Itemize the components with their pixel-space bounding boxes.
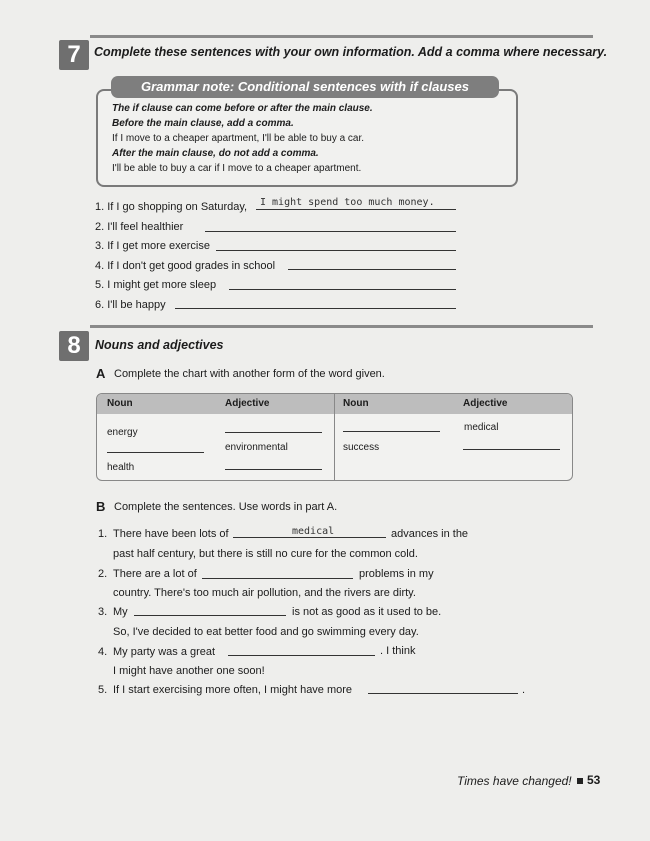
page-number: 53 xyxy=(587,773,601,787)
word-form-chart xyxy=(96,393,573,481)
ex7-item-5 xyxy=(95,279,216,291)
b-item-5-before: If I start exercising more often, I might have more xyxy=(113,684,353,696)
ex7-item-3 xyxy=(95,240,210,252)
item-number: 4. xyxy=(95,260,105,272)
b-item-4-blank[interactable] xyxy=(228,655,375,656)
ex7-item-2 xyxy=(95,221,183,233)
ex7-answer-line-6[interactable] xyxy=(175,308,456,309)
b-item-4-number: 4. xyxy=(98,646,108,658)
b-item-3-blank[interactable] xyxy=(134,615,286,616)
b-item-4-before: My party was a great xyxy=(113,646,216,658)
item-number: 1. xyxy=(95,201,105,213)
ex7-answer-line-1[interactable] xyxy=(256,209,456,210)
b-item-4-after: . I think xyxy=(380,645,416,657)
b-item-3-line2: So, I've decided to eat better food and go swimming every day. xyxy=(113,626,419,638)
blank-energy-adjective[interactable] xyxy=(225,432,322,433)
b-item-3-number: 3. xyxy=(98,606,108,618)
grammar-note-line-1: The if clause can come before or after the main clause. xyxy=(112,103,373,114)
item-text: If I don't get good grades in school xyxy=(107,260,276,272)
ex7-item-4 xyxy=(95,260,275,272)
blank-medical-noun[interactable] xyxy=(343,431,440,432)
cell-health: health xyxy=(107,462,135,473)
b-item-1-blank[interactable] xyxy=(233,537,386,538)
grammar-note-line-5: I'll be able to buy a car if I move to a cheaper apartment. xyxy=(112,163,362,174)
header-adjective-1: Adjective xyxy=(225,398,270,409)
cell-medical: medical xyxy=(464,422,499,433)
exercise-7-instruction: Complete these sentences with your own information. Add a comma where necessary. xyxy=(94,45,608,59)
item-text: If I get more exercise xyxy=(107,240,210,252)
blank-success-adjective[interactable] xyxy=(463,449,560,450)
b-item-1-line2: past half century, but there is still no cure for the common cold. xyxy=(113,548,418,560)
ex7-answer-line-3[interactable] xyxy=(216,250,456,251)
item-number: 3. xyxy=(95,240,105,252)
b-item-4-line2: I might have another one soon! xyxy=(113,665,265,677)
grammar-note-line-4: After the main clause, do not add a comma. xyxy=(112,148,319,159)
part-a-label: A xyxy=(96,366,106,381)
cell-energy: energy xyxy=(107,427,138,438)
ex7-answer-line-2[interactable] xyxy=(205,231,456,232)
b-item-5-after: . xyxy=(522,684,526,696)
blank-environmental-noun[interactable] xyxy=(107,452,204,453)
item-text: I might get more sleep xyxy=(107,279,217,291)
grammar-note-line-3: If I move to a cheaper apartment, I'll be able to buy a car. xyxy=(112,133,365,144)
blank-health-adjective[interactable] xyxy=(225,469,322,470)
item-number: 2. xyxy=(95,221,105,233)
part-b-label: B xyxy=(96,499,106,514)
grammar-note-line-2: Before the main clause, add a comma. xyxy=(112,118,294,129)
b-item-5-number: 5. xyxy=(98,684,108,696)
header-noun-1: Noun xyxy=(107,398,133,409)
item-text: If I go shopping on Saturday, xyxy=(107,201,248,213)
ex7-answer-1: I might spend too much money. xyxy=(260,197,435,208)
cell-success: success xyxy=(343,442,380,453)
item-text: I'll be happy xyxy=(107,299,166,311)
ex7-item-1 xyxy=(95,201,247,213)
section-8-rule xyxy=(90,325,593,328)
cell-environmental: environmental xyxy=(225,442,288,453)
b-item-1-after: advances in the xyxy=(391,528,469,540)
item-number: 6. xyxy=(95,299,105,311)
b-item-2-line2: country. There's too much air pollution, and the rivers are dirty. xyxy=(113,587,416,599)
header-adjective-2: Adjective xyxy=(463,398,508,409)
b-item-3-after: is not as good as it used to be. xyxy=(292,606,442,618)
grammar-note-title: Grammar note: Conditional sentences with if clauses xyxy=(111,76,499,98)
b-item-2-after: problems in my xyxy=(359,568,434,580)
ex7-item-6 xyxy=(95,299,166,311)
exercise-8-title: Nouns and adjectives xyxy=(95,338,224,352)
b-item-2-blank[interactable] xyxy=(202,578,353,579)
footer-title: Times have changed! xyxy=(457,774,572,788)
chart-divider xyxy=(334,394,335,480)
header-noun-2: Noun xyxy=(343,398,369,409)
b-item-2-number: 2. xyxy=(98,568,108,580)
b-item-2-before: There are a lot of xyxy=(113,568,197,580)
footer-square-icon xyxy=(577,778,583,784)
exercise-8-number: 8 xyxy=(59,331,89,361)
ex7-answer-line-4[interactable] xyxy=(288,269,456,270)
b-item-1-number: 1. xyxy=(98,528,108,540)
b-item-1-answer: medical xyxy=(292,526,335,537)
b-item-1-before: There have been lots of xyxy=(113,528,229,540)
b-item-3-before: My xyxy=(113,606,128,618)
item-text: I'll feel healthier xyxy=(107,221,184,233)
ex7-answer-line-5[interactable] xyxy=(229,289,456,290)
exercise-7-number: 7 xyxy=(59,40,89,70)
b-item-5-blank[interactable] xyxy=(368,693,518,694)
item-number: 5. xyxy=(95,279,105,291)
part-a-instruction: Complete the chart with another form of the word given. xyxy=(114,368,385,380)
part-b-instruction: Complete the sentences. Use words in part A. xyxy=(114,501,338,513)
section-7-rule xyxy=(90,35,593,38)
